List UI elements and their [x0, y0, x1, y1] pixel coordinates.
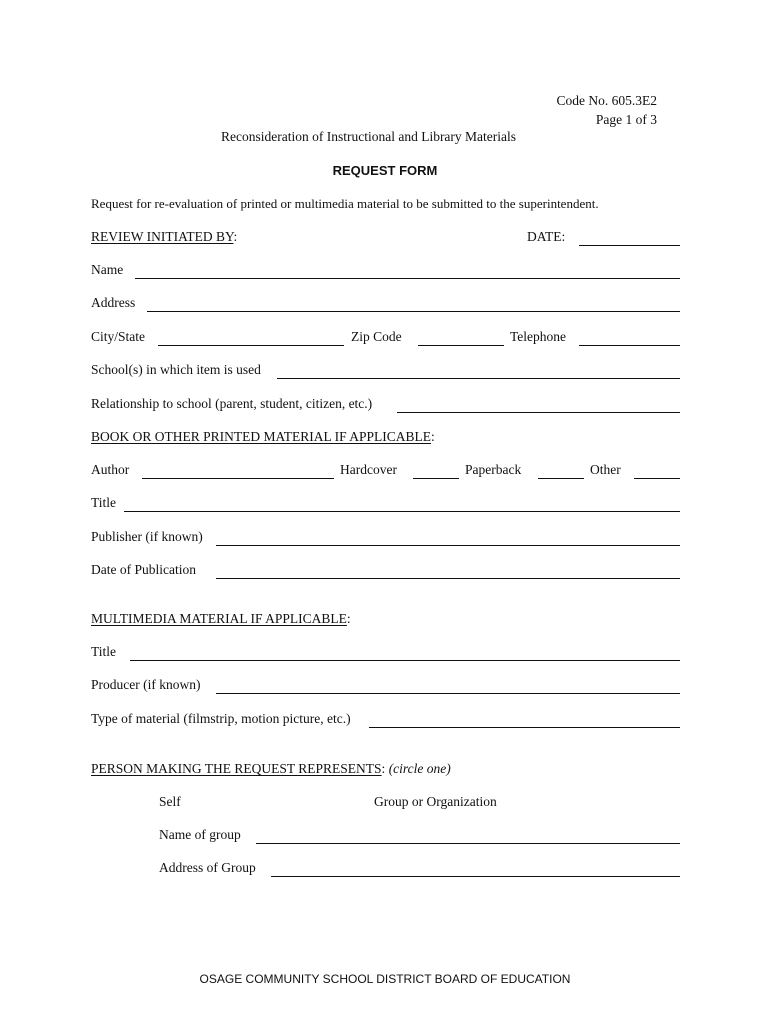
code-number: Code No. 605.3E2 — [556, 93, 657, 108]
telephone-label: Telephone — [510, 329, 567, 344]
footer-text: OSAGE COMMUNITY SCHOOL DISTRICT BOARD OF EDUCATION — [199, 972, 571, 986]
group-name-field[interactable] — [256, 843, 680, 844]
form-title: REQUEST FORM — [332, 163, 438, 178]
date-label: DATE: — [527, 229, 566, 244]
person-heading: PERSON MAKING THE REQUEST REPRESENTS: (circle one) — [91, 761, 451, 776]
hardcover-field[interactable] — [413, 478, 459, 479]
intro-text: Request for re-evaluation of printed or multimedia material to be submitted to the superintendent. — [91, 196, 599, 211]
publication-date-label: Date of Publication — [91, 562, 196, 577]
group-name-label: Name of group — [159, 827, 241, 842]
multimedia-title-label: Title — [91, 644, 117, 659]
author-field[interactable] — [142, 478, 334, 479]
document-title: Reconsideration of Instructional and Library Materials — [221, 129, 517, 144]
material-type-field[interactable] — [369, 727, 680, 728]
hardcover-label: Hardcover — [340, 462, 397, 477]
name-field[interactable] — [135, 278, 680, 279]
book-title-field[interactable] — [124, 511, 680, 512]
schools-label: School(s) in which item is used — [91, 362, 261, 377]
name-label: Name — [91, 262, 124, 277]
relationship-label: Relationship to school (parent, student, citizen, etc.) — [91, 396, 373, 411]
date-field[interactable] — [579, 245, 680, 246]
multimedia-heading: MULTIMEDIA MATERIAL IF APPLICABLE: — [91, 611, 351, 626]
publisher-field[interactable] — [216, 545, 680, 546]
schools-field[interactable] — [277, 378, 680, 379]
book-heading: BOOK OR OTHER PRINTED MATERIAL IF APPLICABLE: — [91, 429, 435, 444]
publication-date-field[interactable] — [216, 578, 680, 579]
group-address-field[interactable] — [271, 876, 680, 877]
city-state-field[interactable] — [158, 345, 344, 346]
multimedia-title-field[interactable] — [130, 660, 680, 661]
paperback-label: Paperback — [465, 462, 522, 477]
group-option[interactable]: Group or Organization — [374, 794, 497, 809]
producer-label: Producer (if known) — [91, 677, 201, 692]
relationship-field[interactable] — [397, 412, 680, 413]
material-type-label: Type of material (filmstrip, motion picture, etc.) — [91, 711, 351, 726]
zip-code-label: Zip Code — [351, 329, 402, 344]
group-address-label: Address of Group — [159, 860, 256, 875]
review-heading: REVIEW INITIATED BY: — [91, 229, 238, 244]
city-state-label: City/State — [91, 329, 145, 344]
self-option[interactable]: Self — [159, 794, 181, 809]
page-number: Page 1 of 3 — [595, 112, 657, 127]
telephone-field[interactable] — [579, 345, 680, 346]
publisher-label: Publisher (if known) — [91, 529, 203, 544]
paperback-field[interactable] — [538, 478, 584, 479]
book-title-label: Title — [91, 495, 117, 510]
address-label: Address — [91, 295, 136, 310]
other-field[interactable] — [634, 478, 680, 479]
zip-code-field[interactable] — [418, 345, 504, 346]
producer-field[interactable] — [216, 693, 680, 694]
other-label: Other — [590, 462, 621, 477]
author-label: Author — [91, 462, 130, 477]
address-field[interactable] — [147, 311, 680, 312]
